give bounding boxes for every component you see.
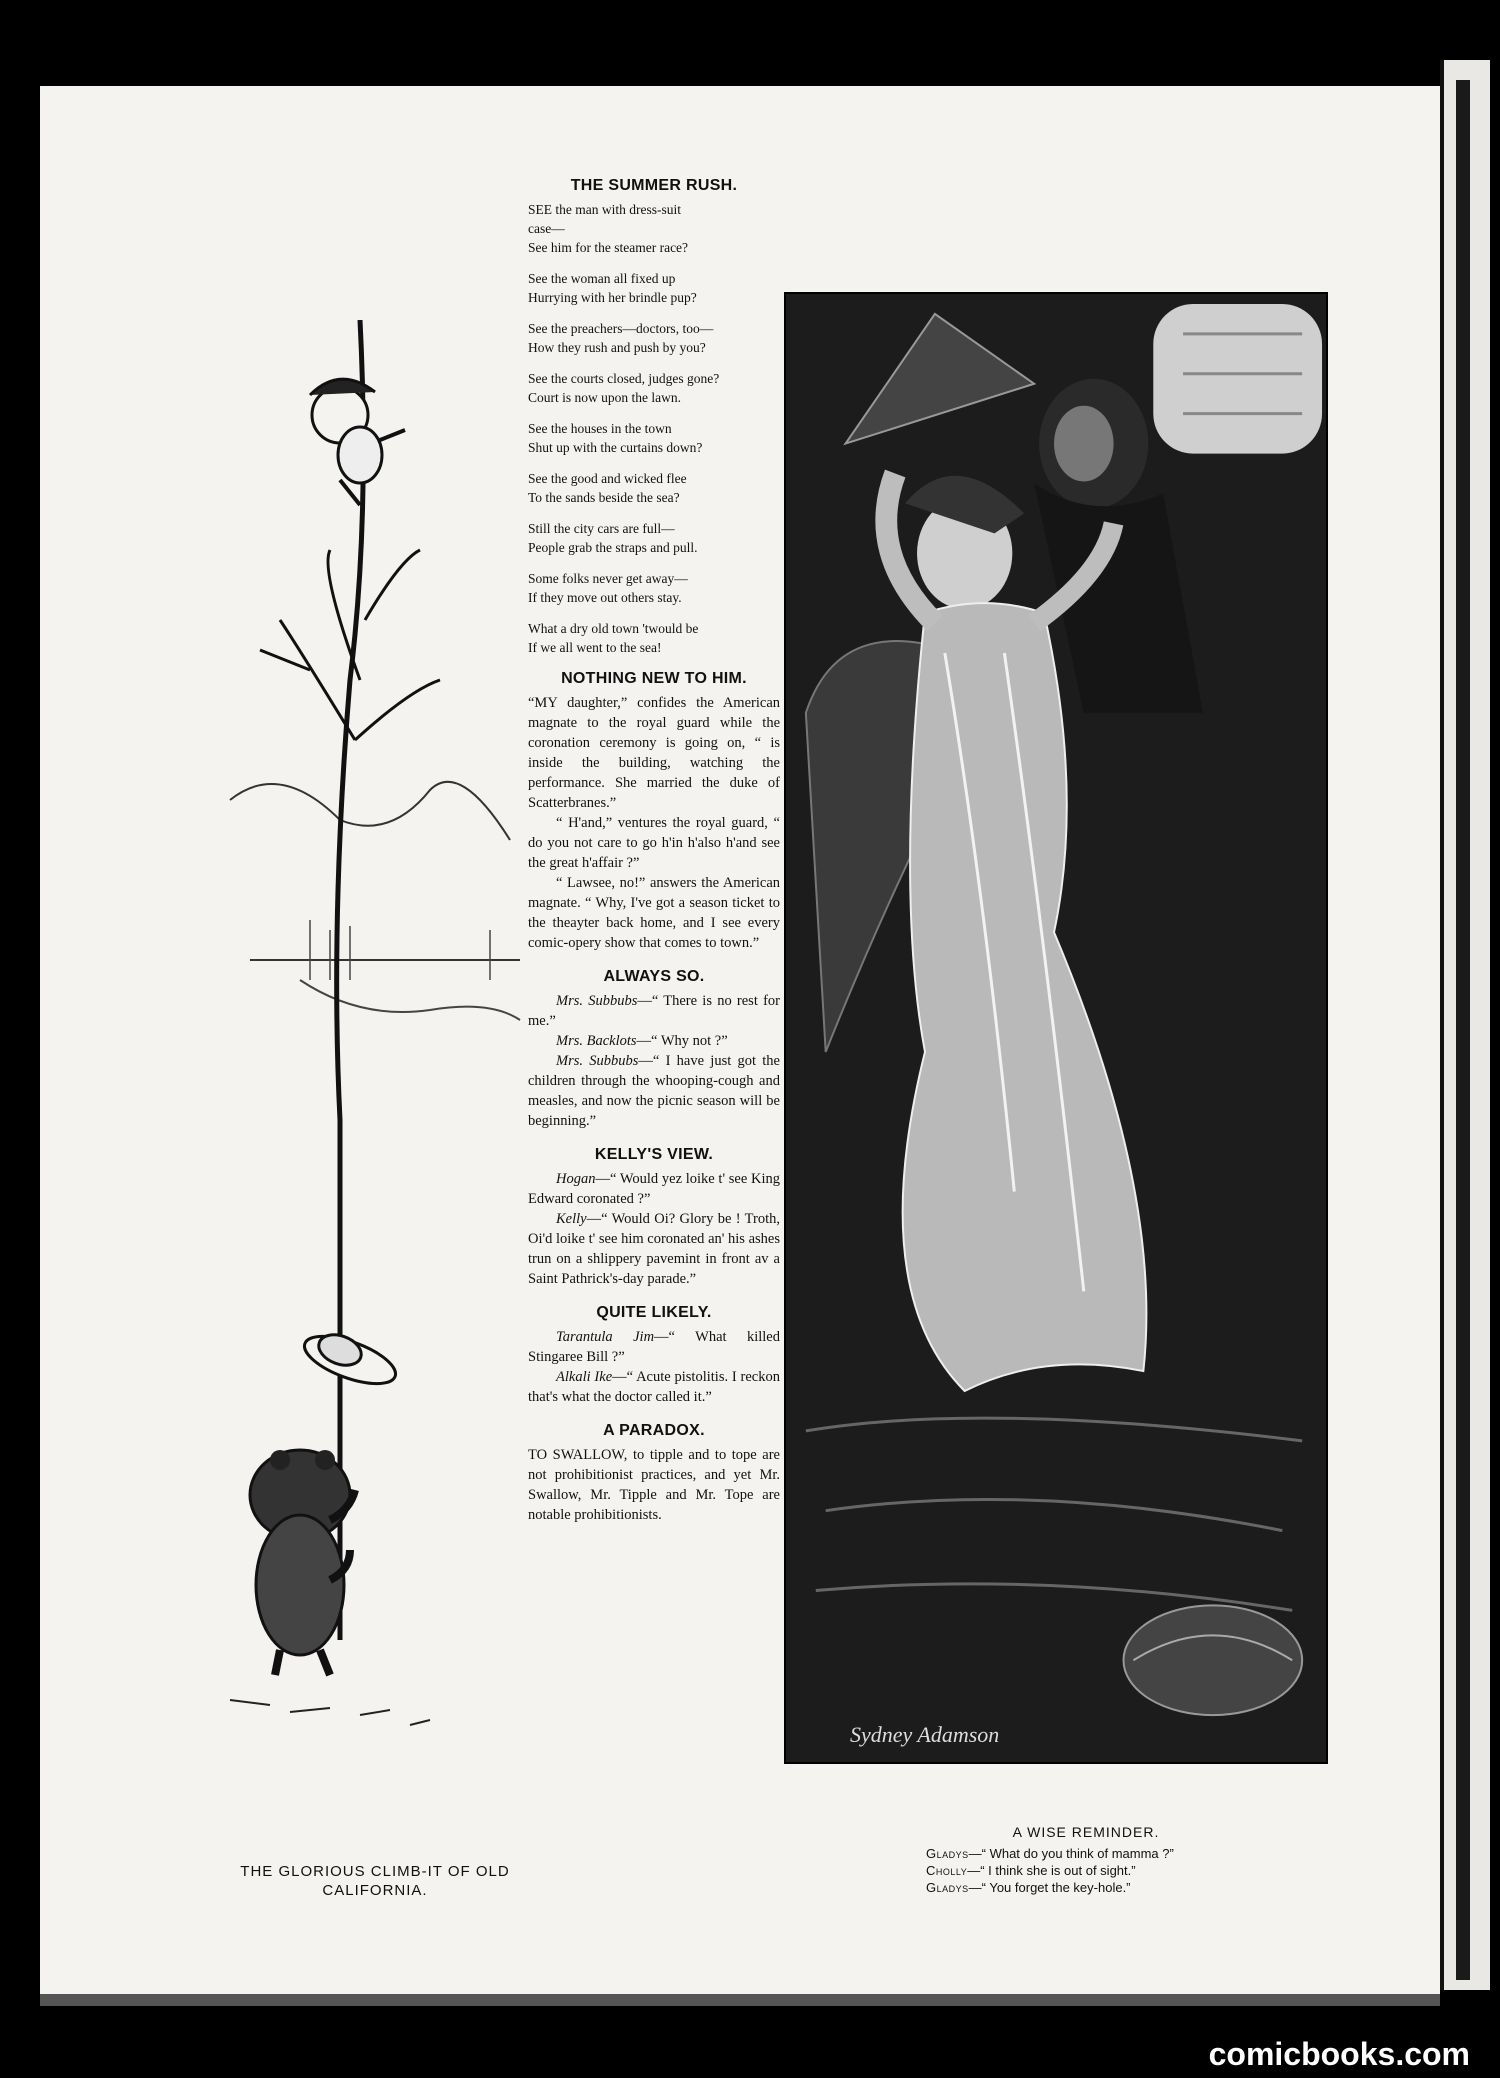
poem-stanza: What a dry old town 'twould be If we all went to the sea! bbox=[528, 621, 699, 655]
speaker-name: Cholly bbox=[926, 1863, 968, 1878]
cartoon-caption bbox=[225, 1862, 525, 1900]
cartoon-drawing bbox=[190, 320, 550, 1760]
story-paragraph: “ Lawsee, no!” answers the American magnate. “ Why, I've got a season ticket to the theayter back home, and I see every comic-opery show that comes to town.” bbox=[528, 875, 780, 951]
speaker-name: Tarantula Jim bbox=[556, 1329, 655, 1345]
dialogue-line bbox=[528, 1209, 780, 1289]
story-paragraph: “ H'and,” ventures the royal guard, “ do you not care to go h'in h'also h'and see the great h'affair ?” bbox=[528, 815, 780, 871]
story-title: ALWAYS SO. bbox=[603, 968, 705, 985]
dialogue-line bbox=[528, 991, 780, 1031]
poem-stanza: Still the city cars are full— People grab the straps and pull. bbox=[528, 521, 698, 555]
story-paragraph: “MY daughter,” confides the American magnate to the royal guard while the coronation ceremony is going on, “ is inside the building, watching the performance. She married the duke of Scatterbranes.” bbox=[528, 695, 780, 811]
dialogue-line bbox=[528, 1051, 780, 1131]
site-watermark: comicbooks.com bbox=[1208, 2036, 1470, 2072]
illustration-drawing bbox=[786, 294, 1326, 1762]
poem-stanza: See the woman all fixed up Hurrying with her brindle pup? bbox=[528, 271, 697, 305]
dialogue-line bbox=[528, 1031, 780, 1051]
poem-stanza: See the preachers—doctors, too— How they rush and push by you? bbox=[528, 321, 714, 355]
poem-stanza: See the good and wicked flee To the sands beside the sea? bbox=[528, 471, 687, 505]
cartoon-caption-line2: CALIFORNIA. bbox=[322, 1882, 428, 1899]
dialogue-line bbox=[528, 1367, 780, 1407]
artist-signature: Sydney Adamson bbox=[850, 1722, 1000, 1747]
story-paragraph: TO SWALLOW, to tipple and to tope are not prohibitionist practices, and yet Mr. Swallow, Mr. Tipple and Mr. Tope are notable prohibitionists. bbox=[528, 1447, 780, 1523]
poem-title: THE SUMMER RUSH. bbox=[570, 177, 738, 194]
speaker-name: Kelly bbox=[556, 1211, 587, 1227]
dialogue-text: —“ Acute pistolitis. I reckon that's what the doctor called it.” bbox=[528, 1369, 780, 1405]
dialogue-text: —“ There is no rest for me.” bbox=[528, 993, 780, 1029]
speaker-name: Mrs. Subbubs bbox=[556, 993, 638, 1009]
cartoon-illustration bbox=[190, 320, 550, 1760]
caption-line bbox=[926, 1879, 1246, 1896]
speaker-name: Gladys bbox=[926, 1880, 969, 1895]
speaker-name: Gladys bbox=[926, 1846, 969, 1861]
dialogue-text: —“ Would Oi? Glory be ! Troth, Oi'd loike t' see him coronated an' his ashes trun on a shlippery pavemint in front av a Saint Pathrick's-day parade.” bbox=[528, 1211, 780, 1287]
dialogue-text: —“ Would yez loike t' see King Edward coronated ?” bbox=[528, 1171, 780, 1207]
caption-line bbox=[926, 1845, 1246, 1862]
caption-text: —“ What do you think of mamma ?” bbox=[968, 1846, 1174, 1861]
poem-stanza: See the houses in the town Shut up with the curtains down? bbox=[528, 421, 703, 455]
dialogue-text: —“ What killed Stingaree Bill ?” bbox=[528, 1329, 780, 1365]
speaker-name: Mrs. Subbubs bbox=[556, 1053, 639, 1069]
poem-stanza: Some folks never get away— If they move out others stay. bbox=[528, 571, 688, 605]
story-title: A PARADOX. bbox=[603, 1422, 705, 1439]
caption-line bbox=[926, 1862, 1246, 1879]
dialogue-text: —“ Why not ?” bbox=[636, 1033, 728, 1049]
illustration-caption bbox=[926, 1824, 1246, 1896]
cartoon-caption-line1: THE GLORIOUS CLIMB-IT OF OLD bbox=[240, 1863, 510, 1880]
dialogue-line bbox=[528, 1169, 780, 1209]
speaker-name: Mrs. Backlots bbox=[556, 1033, 637, 1049]
caption-text: —“ You forget the key-hole.” bbox=[968, 1880, 1131, 1895]
story-title: KELLY'S VIEW. bbox=[594, 1146, 714, 1163]
poem-stanza: See the courts closed, judges gone? Court is now upon the lawn. bbox=[528, 371, 720, 405]
story-title: QUITE LIKELY. bbox=[596, 1304, 712, 1321]
speaker-name: Alkali Ike bbox=[556, 1369, 613, 1385]
speaker-name: Hogan bbox=[556, 1171, 596, 1187]
next-page-edge bbox=[1440, 60, 1490, 1990]
story-title: NOTHING NEW TO HIM. bbox=[561, 670, 747, 687]
text-column bbox=[528, 176, 780, 1525]
caption-title: A WISE REMINDER. bbox=[1012, 1824, 1160, 1840]
dialogue-line bbox=[528, 1327, 780, 1367]
page-stack-edge bbox=[40, 1994, 1440, 2006]
poem-stanza: SEE the man with dress-suit case— See him for the steamer race? bbox=[528, 202, 689, 255]
caption-text: —“ I think she is out of sight.” bbox=[967, 1863, 1136, 1878]
romance-illustration bbox=[784, 292, 1328, 1764]
dialogue-text: —“ I have just got the children through the whooping-cough and measles, and now the picnic season will be beginning.” bbox=[528, 1053, 780, 1129]
